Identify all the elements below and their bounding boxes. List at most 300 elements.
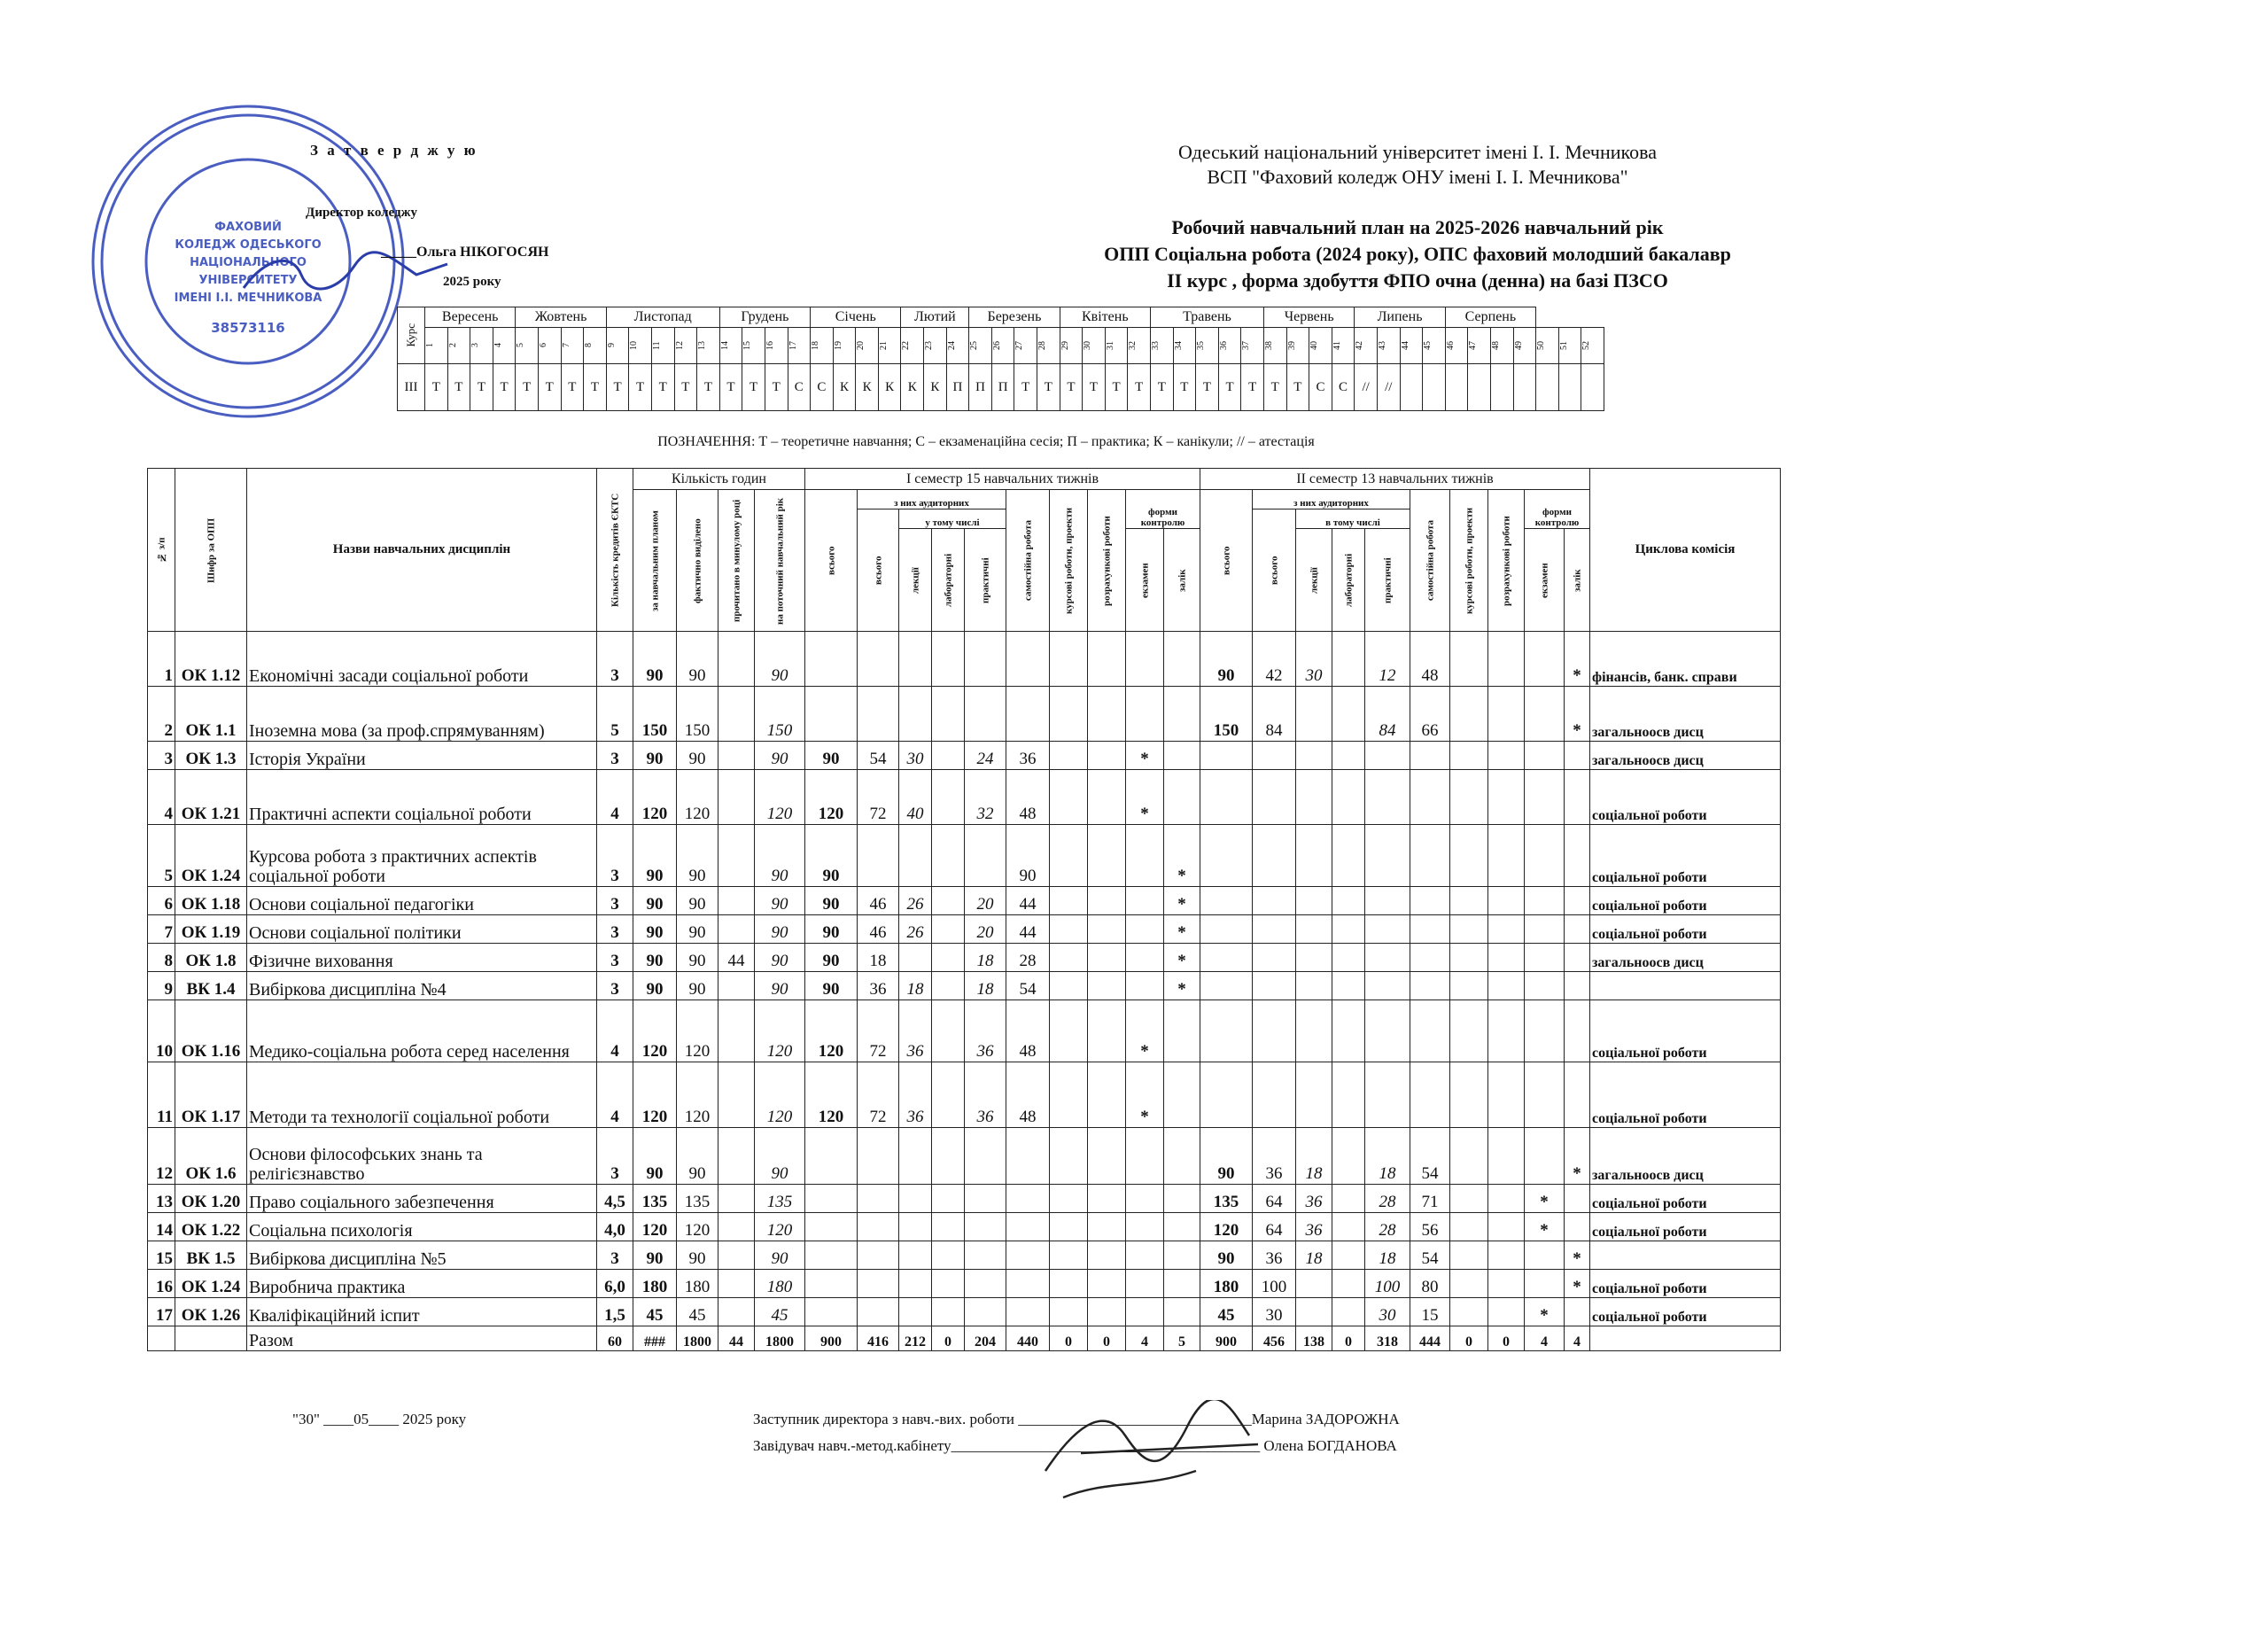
sem2-cell (1365, 825, 1410, 887)
calendar-week: 34 (1173, 328, 1196, 364)
sem1-cell (1126, 887, 1164, 915)
row-number: 9 (148, 972, 175, 1000)
sem2-cell (1332, 632, 1365, 687)
row-current: 90 (755, 632, 805, 687)
calendar-week: 13 (697, 328, 720, 364)
sem1-cell: 90 (805, 825, 858, 887)
row-plan: 90 (633, 825, 677, 887)
sem1-cell (805, 1298, 858, 1326)
row-code: ВК 1.4 (175, 972, 247, 1000)
sem1-cell (1088, 742, 1126, 770)
row-ects: 6,0 (597, 1270, 633, 1298)
row-plan: 120 (633, 1062, 677, 1128)
sem2-cell (1488, 1062, 1525, 1128)
calendar-mark: Т (1060, 364, 1083, 411)
sem1-cell (932, 1062, 965, 1128)
university-name: Одеський національний університет імені І. І. Мечникова (1178, 141, 1657, 163)
calendar-month: Лютий (901, 307, 969, 328)
row-prev (718, 825, 755, 887)
row-ects: 3 (597, 742, 633, 770)
sem2-cell (1332, 1000, 1365, 1062)
sem2-cell (1332, 1270, 1365, 1298)
sem2-cell (1332, 1185, 1365, 1213)
calendar-mark: Т (447, 364, 470, 411)
row-current: 120 (755, 1000, 805, 1062)
row-code: ОК 1.17 (175, 1062, 247, 1128)
calendar-mark: Т (742, 364, 765, 411)
sem1-cell (1126, 632, 1164, 687)
row-commission: загальноосв дисц (1590, 944, 1781, 972)
sem2-incl-header: в тому числі (1296, 509, 1410, 529)
row-fact: 90 (677, 972, 718, 1000)
sem2-cell (1488, 1213, 1525, 1241)
sem1-cell: 36 (899, 1000, 932, 1062)
sem1-cell (858, 825, 899, 887)
sem1-cell: 24 (965, 742, 1006, 770)
sem2-cell: 30 (1296, 632, 1332, 687)
sem2-cell (1410, 1000, 1450, 1062)
table-row (148, 944, 1781, 972)
row-code: ОК 1.1 (175, 687, 247, 742)
sem1-cell (1050, 1062, 1088, 1128)
total-commission (1590, 1326, 1781, 1351)
sem1-lab-header: лабораторні (932, 529, 965, 632)
course-label: Курс (404, 323, 417, 347)
sem2-cell: * (1565, 1241, 1590, 1270)
sem1-course-header: курсові роботи, проекти (1050, 490, 1088, 632)
calendar-week: 1 (425, 328, 448, 364)
svg-text:УНІВЕРСИТЕТУ: УНІВЕРСИТЕТУ (198, 274, 298, 287)
sem1-cell: 36 (1006, 742, 1050, 770)
sem1-cell (932, 1213, 965, 1241)
total-label: Разом (247, 1326, 597, 1351)
calendar-mark: Т (470, 364, 493, 411)
sem2-cell (1253, 944, 1296, 972)
sem1-incl-header: у тому числі (899, 509, 1006, 529)
sem1-cell (1126, 972, 1164, 1000)
sem2-cell: 84 (1365, 687, 1410, 742)
sem2-cell: 12 (1365, 632, 1410, 687)
calendar-week: 8 (584, 328, 607, 364)
sem1-cell (932, 887, 965, 915)
row-current: 180 (755, 1270, 805, 1298)
sem2-cell (1365, 972, 1410, 1000)
calendar-mark (1513, 364, 1536, 411)
sem2-cell (1488, 1241, 1525, 1270)
sem1-cell (899, 632, 932, 687)
calendar-mark: К (901, 364, 924, 411)
sem2-cell (1365, 915, 1410, 944)
row-plan: 90 (633, 1241, 677, 1270)
calendar-week: 49 (1513, 328, 1536, 364)
sem1-cell (805, 1213, 858, 1241)
calendar-mark: Т (1014, 364, 1037, 411)
sem1-cell: 36 (899, 1062, 932, 1128)
sem2-cell (1450, 632, 1488, 687)
sem1-cell (1006, 687, 1050, 742)
plan-title-line1: Робочий навчальний план на 2025-2026 навчальний рік (1171, 216, 1664, 238)
row-ects: 3 (597, 944, 633, 972)
sem1-cell (1050, 632, 1088, 687)
calendar-month: Вересень (425, 307, 516, 328)
row-ects: 4 (597, 1062, 633, 1128)
row-code: ОК 1.20 (175, 1185, 247, 1213)
calendar-week: 5 (516, 328, 539, 364)
row-current: 150 (755, 687, 805, 742)
calendar-mark: Т (1083, 364, 1106, 411)
sem2-cell (1488, 825, 1525, 887)
sem2-exam-header: екзамен (1525, 529, 1565, 632)
row-prev (718, 1128, 755, 1185)
sem2-cell (1296, 887, 1332, 915)
sem1-cell (1050, 1128, 1088, 1185)
calendar-mark (1400, 364, 1423, 411)
calendar-month: Червень (1263, 307, 1354, 328)
calendar-mark: К (833, 364, 856, 411)
calendar-month: Квітень (1060, 307, 1150, 328)
course-number: ІІІ (398, 364, 425, 411)
calendar-week: 29 (1060, 328, 1083, 364)
row-commission: соціальної роботи (1590, 1062, 1781, 1128)
row-current: 90 (755, 915, 805, 944)
sem2-self-header: самостійна робота (1410, 490, 1450, 632)
sem2-cell (1410, 887, 1450, 915)
row-commission: загальноосв дисц (1590, 687, 1781, 742)
sem1-cell (1050, 770, 1088, 825)
calendar-week: 7 (561, 328, 584, 364)
sem2-cell (1365, 887, 1410, 915)
calendar-mark: Т (1263, 364, 1286, 411)
calendar-mark: Т (1286, 364, 1309, 411)
sem2-cell (1565, 972, 1590, 1000)
sem2-cell (1296, 770, 1332, 825)
footer-deputy: Заступник директора з навч.-вих. роботи _______________________________Марина ЗАДОРОЖНА (753, 1411, 1400, 1427)
sem2-cell (1488, 1128, 1525, 1185)
sem2-cell: 90 (1200, 632, 1253, 687)
sem1-cell (932, 825, 965, 887)
calendar-week: 9 (606, 328, 629, 364)
table-row (148, 687, 1781, 742)
sem1-cell (1126, 1213, 1164, 1241)
calendar-week: 42 (1355, 328, 1378, 364)
table-row (148, 1298, 1781, 1326)
calendar-mark: Т (425, 364, 448, 411)
sem2-cell (1296, 1270, 1332, 1298)
total-sem1: 900 (805, 1326, 858, 1351)
sem1-credit-header: залік (1164, 529, 1200, 632)
calendar-mark: К (856, 364, 879, 411)
total-sem2: 456 (1253, 1326, 1296, 1351)
row-current: 90 (755, 972, 805, 1000)
sem1-cell (1050, 944, 1088, 972)
calendar-mark (1536, 364, 1559, 411)
sem2-cell (1565, 944, 1590, 972)
row-current: 90 (755, 1241, 805, 1270)
sem1-cell (1006, 632, 1050, 687)
total-prev: 44 (718, 1326, 755, 1351)
calendar-week: 10 (629, 328, 652, 364)
row-name: Право соціального забезпечення (247, 1185, 597, 1213)
sem2-cell (1525, 1000, 1565, 1062)
sem1-aud-header: з них аудиторних (858, 490, 1006, 509)
row-plan: 120 (633, 1000, 677, 1062)
sem1-cell: 44 (1006, 915, 1050, 944)
row-current: 90 (755, 887, 805, 915)
row-fact: 90 (677, 742, 718, 770)
sem1-cell (858, 1270, 899, 1298)
sem2-cell (1450, 944, 1488, 972)
sem1-cell: 48 (1006, 1062, 1050, 1128)
row-commission (1590, 972, 1781, 1000)
sem2-cell (1253, 972, 1296, 1000)
sem2-total-header: всього (1200, 490, 1253, 632)
row-commission (1590, 1241, 1781, 1270)
sem2-cell (1296, 972, 1332, 1000)
sem1-cell: 32 (965, 770, 1006, 825)
col-prev-header: прочитано в минулому році (718, 490, 755, 632)
sem1-cell (1088, 972, 1126, 1000)
sem2-cell (1365, 944, 1410, 972)
calendar-mark: Т (765, 364, 788, 411)
row-name: Методи та технології соціальної роботи (247, 1062, 597, 1128)
sem2-cell (1488, 632, 1525, 687)
sem1-cell: 36 (965, 1062, 1006, 1128)
calendar-mark: С (811, 364, 834, 411)
sem2-cell (1525, 1270, 1565, 1298)
sem1-cell (1088, 687, 1126, 742)
sem1-cell (1006, 1270, 1050, 1298)
sem1-cell (899, 1128, 932, 1185)
sem1-cell (965, 825, 1006, 887)
sem2-lect-header: лекції (1296, 529, 1332, 632)
row-code: ОК 1.26 (175, 1298, 247, 1326)
curriculum-table (147, 468, 1781, 1351)
calendar-mark: Т (493, 364, 516, 411)
sem1-cell: * (1126, 770, 1164, 825)
sem2-cell (1200, 1062, 1253, 1128)
sem1-cell (899, 1185, 932, 1213)
sem1-cell (965, 687, 1006, 742)
total-sem1: 4 (1126, 1326, 1164, 1351)
row-code: ОК 1.19 (175, 915, 247, 944)
table-row (148, 915, 1781, 944)
sem2-cell: 84 (1253, 687, 1296, 742)
row-commission: соціальної роботи (1590, 770, 1781, 825)
row-number: 15 (148, 1241, 175, 1270)
row-fact: 90 (677, 632, 718, 687)
calendar-mark: Т (1196, 364, 1219, 411)
total-sem1: 0 (1088, 1326, 1126, 1351)
sem2-cell (1296, 825, 1332, 887)
row-number: 4 (148, 770, 175, 825)
row-number: 6 (148, 887, 175, 915)
row-prev (718, 915, 755, 944)
calendar-mark: Т (1241, 364, 1264, 411)
sem1-cell (1164, 1128, 1200, 1185)
sem2-cell (1565, 825, 1590, 887)
calendar-week: 50 (1536, 328, 1559, 364)
sem1-cell: 90 (805, 915, 858, 944)
row-number: 1 (148, 632, 175, 687)
row-ects: 4,5 (597, 1185, 633, 1213)
sem2-cell (1365, 1062, 1410, 1128)
sem1-cell (899, 1298, 932, 1326)
calendar-month: Серпень (1445, 307, 1535, 328)
sem2-cell (1253, 887, 1296, 915)
sem2-cell (1488, 915, 1525, 944)
row-current: 90 (755, 1128, 805, 1185)
sem1-control-header: форми контролю (1126, 490, 1200, 529)
sem1-cell (1164, 1185, 1200, 1213)
total-sem2: 138 (1296, 1326, 1332, 1351)
calendar-mark: П (946, 364, 969, 411)
row-fact: 120 (677, 1213, 718, 1241)
sem2-cell (1200, 1000, 1253, 1062)
sem1-cell: * (1126, 1062, 1164, 1128)
sem2-cell: 100 (1253, 1270, 1296, 1298)
sem2-cell (1525, 1241, 1565, 1270)
sem1-cell (965, 1270, 1006, 1298)
sem2-cell (1488, 770, 1525, 825)
sem1-cell: * (1126, 1000, 1164, 1062)
sem2-cell (1565, 1062, 1590, 1128)
sem2-cell (1450, 887, 1488, 915)
sem2-cell (1450, 972, 1488, 1000)
total-plan: ### (633, 1326, 677, 1351)
sem2-cell: 56 (1410, 1213, 1450, 1241)
row-number: 14 (148, 1213, 175, 1241)
sem2-cell (1525, 972, 1565, 1000)
sem1-cell (899, 687, 932, 742)
sem1-cell (932, 1185, 965, 1213)
sem2-cell (1450, 1241, 1488, 1270)
sem2-cell (1253, 825, 1296, 887)
row-number: 8 (148, 944, 175, 972)
sem2-cell: 36 (1253, 1128, 1296, 1185)
row-name: Практичні аспекти соціальної роботи (247, 770, 597, 825)
sem2-cell: 18 (1296, 1128, 1332, 1185)
calendar-mark: Т (1218, 364, 1241, 411)
calendar-week: 43 (1377, 328, 1400, 364)
calendar-month: Березень (969, 307, 1060, 328)
row-commission: соціальної роботи (1590, 1298, 1781, 1326)
row-fact: 120 (677, 1000, 718, 1062)
sem2-cell (1565, 887, 1590, 915)
calendar-month: Травень (1151, 307, 1264, 328)
sem1-self-header: самостійна робота (1006, 490, 1050, 632)
row-code: ОК 1.16 (175, 1000, 247, 1062)
row-plan: 90 (633, 742, 677, 770)
total-sem2: 318 (1365, 1326, 1410, 1351)
calendar-mark: Т (584, 364, 607, 411)
sem1-cell (1126, 915, 1164, 944)
calendar-mark (1558, 364, 1581, 411)
sem2-cell (1200, 915, 1253, 944)
calendar-week: 16 (765, 328, 788, 364)
sem1-cell: 90 (805, 887, 858, 915)
sem1-cell: 26 (899, 915, 932, 944)
sem1-cell (965, 1128, 1006, 1185)
row-name: Виробнича практика (247, 1270, 597, 1298)
sem2-cell (1200, 887, 1253, 915)
svg-text:ФАХОВИЙ: ФАХОВИЙ (214, 221, 282, 234)
sem2-cell (1488, 1270, 1525, 1298)
sem1-header: І семестр 15 навчальних тижнів (805, 469, 1200, 490)
col-cur-header: на поточний навчальний рік (755, 490, 805, 632)
academic-calendar (397, 307, 1604, 411)
row-fact: 45 (677, 1298, 718, 1326)
sem2-cell (1565, 1000, 1590, 1062)
sem2-cell (1450, 770, 1488, 825)
sem2-cell (1332, 687, 1365, 742)
row-number: 16 (148, 1270, 175, 1298)
calendar-mark: Т (538, 364, 561, 411)
calendar-mark: С (788, 364, 811, 411)
sem2-cell: 90 (1200, 1241, 1253, 1270)
sem1-cell (1164, 1000, 1200, 1062)
sem2-cell: 36 (1296, 1213, 1332, 1241)
sem2-cell (1332, 825, 1365, 887)
row-commission: соціальної роботи (1590, 825, 1781, 887)
sem2-cell: 54 (1410, 1128, 1450, 1185)
total-sem2: 4 (1565, 1326, 1590, 1351)
row-commission: соціальної роботи (1590, 1000, 1781, 1062)
svg-text:НАЦІОНАЛЬНОГО: НАЦІОНАЛЬНОГО (190, 256, 307, 269)
row-commission: загальноосв дисц (1590, 742, 1781, 770)
sem1-cell (1126, 1270, 1164, 1298)
table-row (148, 887, 1781, 915)
hours-group-header: Кількість годин (633, 469, 805, 490)
row-number: 11 (148, 1062, 175, 1128)
row-code: ОК 1.24 (175, 1270, 247, 1298)
sem1-cell (1088, 632, 1126, 687)
sem2-cell: 80 (1410, 1270, 1450, 1298)
sem1-cell (932, 972, 965, 1000)
total-sem2: 444 (1410, 1326, 1450, 1351)
calendar-week: 33 (1151, 328, 1174, 364)
sem2-cell (1332, 887, 1365, 915)
row-name: Медико-соціальна робота серед населення (247, 1000, 597, 1062)
row-fact: 90 (677, 1241, 718, 1270)
sem1-cell (965, 1213, 1006, 1241)
calendar-mark (1445, 364, 1468, 411)
calendar-month: Листопад (606, 307, 719, 328)
sem1-cell (1050, 915, 1088, 944)
calendar-week: 46 (1445, 328, 1468, 364)
row-name: Основи соціальної педагогіки (247, 887, 597, 915)
row-prev: 44 (718, 944, 755, 972)
sem1-cell (1050, 972, 1088, 1000)
sem2-cell (1365, 770, 1410, 825)
calendar-week: 4 (493, 328, 516, 364)
calendar-mark: Т (561, 364, 584, 411)
sem1-cell (932, 1298, 965, 1326)
sem1-cell (899, 1270, 932, 1298)
sem2-cell (1200, 972, 1253, 1000)
sem1-cell (1050, 887, 1088, 915)
sem2-cell (1332, 1128, 1365, 1185)
calendar-week: 39 (1286, 328, 1309, 364)
row-code: ОК 1.18 (175, 887, 247, 915)
sem1-cell (858, 1241, 899, 1270)
sem1-cell (965, 1298, 1006, 1326)
sem1-cell (1088, 1128, 1126, 1185)
sem1-cell (932, 632, 965, 687)
calendar-month: Липень (1355, 307, 1445, 328)
svg-text:КОЛЕДЖ ОДЕСЬКОГО: КОЛЕДЖ ОДЕСЬКОГО (175, 238, 322, 252)
row-code: ОК 1.21 (175, 770, 247, 825)
sem2-cell (1200, 825, 1253, 887)
